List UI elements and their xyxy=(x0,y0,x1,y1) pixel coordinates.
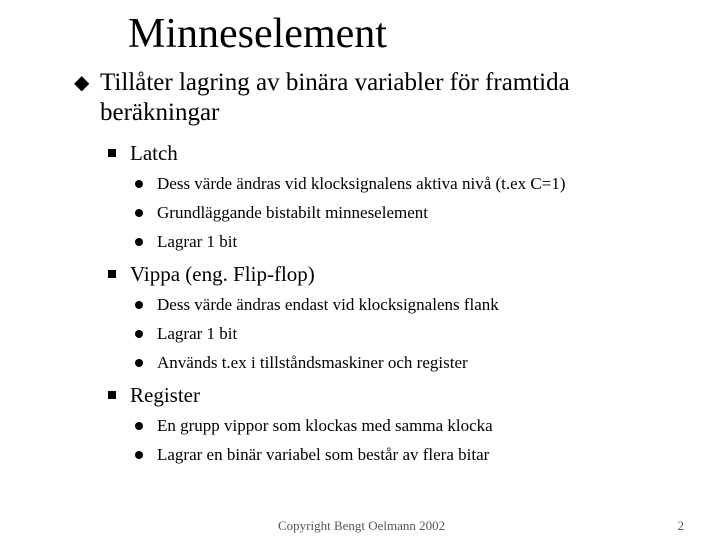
round-bullet-icon xyxy=(135,301,143,309)
slide-footer xyxy=(0,516,720,536)
round-bullet-icon xyxy=(135,180,143,188)
diamond-bullet-icon: ◆ xyxy=(74,72,90,94)
list-item-text: Dess värde ändras vid klocksignalens aktiva nivå (t.ex C=1) xyxy=(157,174,566,193)
list-item-text: Används t.ex i tillståndsmaskiner och register xyxy=(157,353,468,372)
list-item-text: Lagrar 1 bit xyxy=(157,232,238,251)
list-item xyxy=(135,292,675,321)
page-number: 2 xyxy=(677,518,684,533)
list-item xyxy=(135,321,675,350)
list-item xyxy=(135,350,675,379)
section-heading: Register xyxy=(130,383,200,407)
list-item-text: Lagrar 1 bit xyxy=(157,324,238,343)
list-item xyxy=(135,413,675,442)
section-register xyxy=(108,382,668,408)
section-heading: Vippa (eng. Flip-flop) xyxy=(130,262,315,286)
list-item xyxy=(135,200,675,229)
round-bullet-icon xyxy=(135,330,143,338)
square-bullet-icon xyxy=(108,149,116,157)
round-bullet-icon xyxy=(135,238,143,246)
list-item-text: Grundläggande bistabilt minneselement xyxy=(157,203,428,222)
list-item-text: Dess värde ändras endast vid klocksignalens flank xyxy=(157,295,499,314)
list-item-text: Lagrar en binär variabel som består av flera bitar xyxy=(157,445,490,464)
square-bullet-icon xyxy=(108,270,116,278)
main-bullet-text: Tillåter lagring av binära variabler för framtida beräkningar xyxy=(100,69,570,126)
section-vippa xyxy=(108,261,668,287)
section-heading: Latch xyxy=(130,141,178,165)
round-bullet-icon xyxy=(135,209,143,217)
section-latch xyxy=(108,140,668,166)
list-item-text: En grupp vippor som klockas med samma klocka xyxy=(157,416,493,435)
square-bullet-icon xyxy=(108,391,116,399)
list-item xyxy=(135,442,675,471)
round-bullet-icon xyxy=(135,451,143,459)
list-item xyxy=(135,229,675,258)
slide-title: Minneselement xyxy=(128,11,387,57)
list-item xyxy=(135,171,675,200)
round-bullet-icon xyxy=(135,422,143,430)
copyright-text: Copyright Bengt Oelmann 2002 xyxy=(278,518,446,533)
round-bullet-icon xyxy=(135,359,143,367)
main-bullet xyxy=(74,68,674,128)
